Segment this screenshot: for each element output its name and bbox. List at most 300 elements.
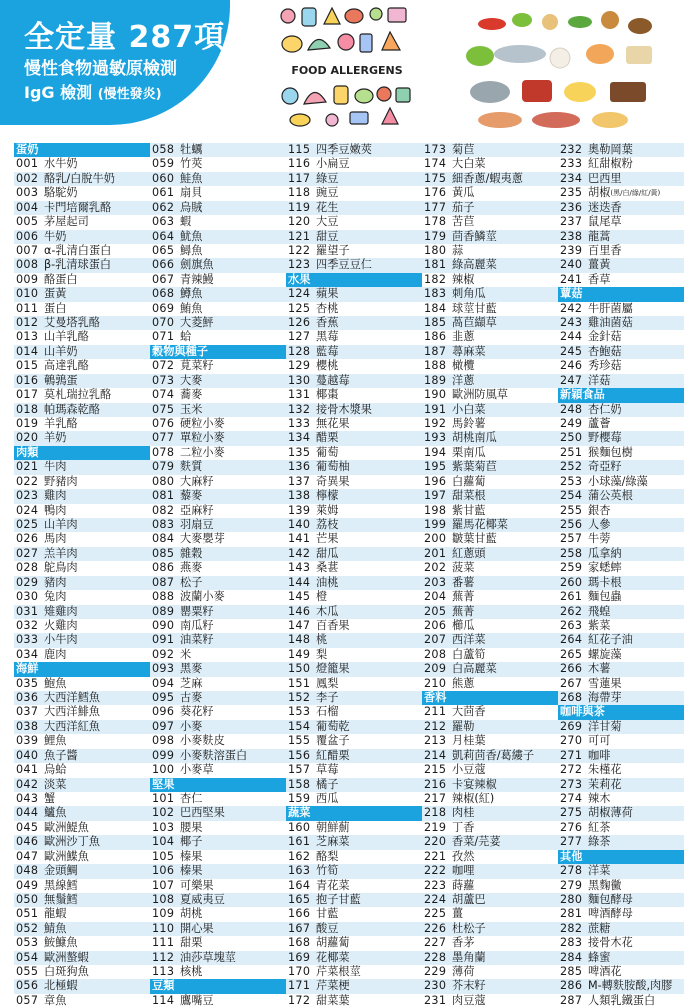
allergen-number: 096 [152, 705, 175, 719]
allergen-name: 茴香鱗莖 [452, 229, 497, 243]
allergen-number: 123 [288, 258, 311, 272]
allergen-name: 大豆 [316, 215, 339, 229]
allergen-number: 020 [16, 431, 39, 445]
allergen-number: 060 [152, 171, 175, 185]
allergen-number: 070 [152, 316, 175, 330]
allergen-number: 188 [424, 359, 447, 373]
allergen-row [286, 475, 422, 489]
allergen-row [286, 648, 422, 662]
allergen-name: 紅甜椒粉 [588, 157, 633, 171]
allergen-name: 芝麻 [180, 676, 203, 690]
allergen-row [150, 936, 286, 950]
allergen-name: 波蘭小麥 [180, 590, 225, 604]
allergen-name: 紫甘藍 [452, 503, 486, 517]
allergen-row [14, 359, 150, 373]
allergen-row [422, 633, 558, 647]
allergen-row [150, 403, 286, 417]
allergen-number: 258 [560, 546, 583, 560]
allergen-name: 甜豆 [316, 229, 339, 243]
allergen-number: 276 [560, 820, 583, 834]
allergen-name: 南瓜籽 [180, 618, 214, 632]
allergen-row [14, 201, 150, 215]
allergen-row [558, 489, 684, 503]
allergen-row [558, 561, 684, 575]
allergen-number: 218 [424, 806, 447, 820]
allergen-row [558, 547, 684, 561]
allergen-number: 192 [424, 417, 447, 431]
allergen-row [558, 273, 684, 287]
allergen-row [558, 359, 684, 373]
allergen-name: 蒜 [452, 243, 464, 257]
allergen-name: 燕麥 [180, 561, 203, 575]
allergen-name: 木瓜 [316, 604, 339, 618]
allergen-row [286, 907, 422, 921]
allergen-number: 116 [288, 157, 311, 171]
allergen-row [422, 994, 558, 1008]
allergen-row [14, 951, 150, 965]
allergen-row [286, 417, 422, 431]
allergen-row [422, 619, 558, 633]
allergen-number: 030 [16, 590, 39, 604]
allergen-row [422, 907, 558, 921]
allergen-number: 236 [560, 200, 583, 214]
allergen-number: 118 [288, 186, 311, 200]
allergen-row [150, 561, 286, 575]
allergen-row [422, 215, 558, 229]
allergen-name: 胡椒 [588, 186, 611, 200]
allergen-number: 210 [424, 676, 447, 690]
allergen-row [422, 763, 558, 777]
allergen-name: 卡宴辣椒 [452, 777, 497, 791]
allergen-row [14, 763, 150, 777]
allergen-row [558, 446, 684, 460]
allergen-number: 171 [288, 979, 311, 993]
allergen-name: 白斑狗魚 [44, 965, 89, 979]
allergen-name: 帕瑪森乾酪 [44, 402, 100, 416]
allergen-row [14, 648, 150, 662]
allergen-number: 156 [288, 748, 311, 762]
allergen-row [558, 460, 684, 474]
allergen-row [150, 864, 286, 878]
allergen-row [286, 850, 422, 864]
allergen-number: 040 [16, 748, 39, 762]
allergen-row [286, 518, 422, 532]
allergen-number: 271 [560, 748, 583, 762]
allergen-name: 鮑魚 [44, 676, 67, 690]
allergen-number: 181 [424, 258, 447, 272]
allergen-number: 260 [560, 575, 583, 589]
allergen-number: 161 [288, 835, 311, 849]
allergen-name: 無花果 [316, 417, 350, 431]
allergen-name: 小豆蔻 [452, 763, 486, 777]
allergen-number: 065 [152, 243, 175, 257]
allergen-number: 058 [152, 143, 175, 156]
allergen-name: 芹菜根莖 [316, 965, 361, 979]
allergen-row [422, 648, 558, 662]
allergen-number: 107 [152, 878, 175, 892]
allergen-number: 196 [424, 474, 447, 488]
allergen-number: 155 [288, 734, 311, 748]
allergen-name: 野櫻莓 [588, 431, 622, 445]
allergen-number: 032 [16, 618, 39, 632]
allergen-name: 紅花子油 [588, 633, 633, 647]
allergen-row [422, 345, 558, 359]
allergen-number: 036 [16, 691, 39, 705]
allergen-name: 古麥 [180, 691, 203, 705]
allergen-number: 127 [288, 330, 311, 344]
allergen-name: 罌粟籽 [180, 604, 214, 618]
allergen-number: 228 [424, 950, 447, 964]
allergen-row [422, 316, 558, 330]
allergen-number: 079 [152, 460, 175, 474]
allergen-row [422, 951, 558, 965]
allergen-name: 綠豆 [316, 171, 339, 185]
allergen-number: 273 [560, 777, 583, 791]
allergen-number: 224 [424, 892, 447, 906]
allergen-number: 045 [16, 820, 39, 834]
allergen-number: 252 [560, 460, 583, 474]
allergen-row [286, 576, 422, 590]
allergen-name: 辣椒(紅) [452, 791, 495, 805]
allergen-name: 香茅 [452, 936, 475, 950]
allergen-name: 單粒小麥 [180, 431, 225, 445]
category-header: 海鮮 [14, 662, 150, 676]
allergen-number: 027 [16, 546, 39, 560]
allergen-number: 157 [288, 763, 311, 777]
allergen-number: 175 [424, 171, 447, 185]
allergen-row [422, 605, 558, 619]
allergen-name: 朝鮮薊 [316, 820, 350, 834]
allergen-name: 細香蔥/蝦夷蔥 [452, 171, 523, 185]
allergen-name: 魚子醬 [44, 748, 78, 762]
allergen-row [150, 532, 286, 546]
allergen-number: 165 [288, 892, 311, 906]
allergen-row [150, 893, 286, 907]
allergen-number: 275 [560, 806, 583, 820]
allergen-row [150, 749, 286, 763]
allergen-number: 081 [152, 489, 175, 503]
allergen-name: 茉莉花 [588, 777, 622, 791]
allergen-name: 蒔蘿 [452, 878, 475, 892]
allergen-number: 248 [560, 402, 583, 416]
allergen-row [150, 792, 286, 806]
allergen-name: 洋蔥 [452, 373, 475, 387]
allergen-name: 北極蝦 [44, 979, 78, 993]
allergen-row [150, 590, 286, 604]
allergen-number: 191 [424, 402, 447, 416]
allergen-row [150, 922, 286, 936]
allergen-number: 240 [560, 258, 583, 272]
allergen-number: 086 [152, 561, 175, 575]
allergen-number: 219 [424, 820, 447, 834]
allergen-row [14, 778, 150, 792]
allergen-number: 090 [152, 618, 175, 632]
allergen-row [558, 792, 684, 806]
allergen-name: 開心果 [180, 921, 214, 935]
allergen-row [150, 215, 286, 229]
allergen-number: 041 [16, 763, 39, 777]
allergen-row [286, 893, 422, 907]
allergen-row [150, 172, 286, 186]
allergen-name: 蒲公英根 [588, 489, 633, 503]
allergen-number: 231 [424, 993, 447, 1007]
allergen-row [286, 879, 422, 893]
allergen-name: 大麥 [180, 373, 203, 387]
allergen-number: 203 [424, 575, 447, 589]
allergen-number: 243 [560, 316, 583, 330]
allergen-row [14, 965, 150, 979]
allergen-number: 089 [152, 604, 175, 618]
allergen-row [422, 475, 558, 489]
allergen-number: 244 [560, 330, 583, 344]
allergen-row [558, 821, 684, 835]
allergen-number: 186 [424, 330, 447, 344]
allergen-row [150, 763, 286, 777]
allergen-number: 063 [152, 215, 175, 229]
allergen-row [422, 417, 558, 431]
allergen-number: 064 [152, 229, 175, 243]
allergen-name: 紅蔥頭 [452, 546, 486, 560]
allergen-name: 藜麥 [180, 489, 203, 503]
allergen-name: 西洋菜 [452, 633, 486, 647]
allergen-number: 059 [152, 157, 175, 171]
allergen-name: 烏蛤 [44, 763, 67, 777]
allergen-number: 277 [560, 835, 583, 849]
allergen-number: 092 [152, 647, 175, 661]
allergen-name: 淡菜 [44, 777, 67, 791]
allergen-name: 巴西堅果 [180, 806, 225, 820]
allergen-number: 150 [288, 662, 311, 676]
allergen-number: 221 [424, 849, 447, 863]
allergen-number: 067 [152, 272, 175, 286]
allergen-number: 194 [424, 445, 447, 459]
allergen-name: 歐洲鰈魚 [44, 849, 89, 863]
allergen-number: 174 [424, 157, 447, 171]
allergen-name: 黑麥 [180, 662, 203, 676]
allergen-name: 榛果 [180, 864, 203, 878]
allergen-row [14, 893, 150, 907]
allergen-name: 家蟋蟀 [588, 561, 622, 575]
allergen-row [422, 244, 558, 258]
allergen-row [286, 720, 422, 734]
allergen-name: 大菱鮃 [180, 316, 214, 330]
allergen-name: 蔗糖 [588, 921, 611, 935]
allergen-name: 紅茶 [588, 820, 611, 834]
allergen-row [286, 201, 422, 215]
allergen-name: 大麻籽 [180, 474, 214, 488]
allergen-number: 010 [16, 287, 39, 301]
allergen-number: 105 [152, 849, 175, 863]
allergen-row [558, 763, 684, 777]
category-header: 穀物與種子 [150, 345, 286, 359]
allergen-number: 215 [424, 763, 447, 777]
allergen-row [558, 143, 684, 157]
allergen-name: 黑線鱈 [44, 878, 78, 892]
allergen-name: 榛果 [180, 849, 203, 863]
allergen-row [422, 201, 558, 215]
allergen-row [422, 388, 558, 402]
allergen-name: 洋甘菊 [588, 719, 622, 733]
allergen-number: 093 [152, 662, 175, 676]
allergen-name: 茅屋起司 [44, 215, 89, 229]
allergen-number: 217 [424, 791, 447, 805]
allergen-number: 206 [424, 618, 447, 632]
allergen-number: 117 [288, 171, 311, 185]
allergen-row [558, 633, 684, 647]
allergen-name: 覆盆子 [316, 734, 350, 748]
allergen-number: 278 [560, 864, 583, 878]
allergen-row [558, 504, 684, 518]
allergen-row [14, 792, 150, 806]
allergen-number: 019 [16, 417, 39, 431]
allergen-name: 蕁麻菜 [452, 344, 486, 358]
allergen-number: 152 [288, 691, 311, 705]
allergen-name: 綠茶 [588, 835, 611, 849]
allergen-name: 蜂蜜 [588, 950, 611, 964]
allergen-number: 022 [16, 474, 39, 488]
allergen-name: 杏仁 [180, 791, 203, 805]
allergen-name: 萵苣纈草 [452, 316, 497, 330]
category-header: 其他 [558, 850, 684, 864]
allergen-name: 月桂葉 [452, 734, 486, 748]
allergen-row [150, 576, 286, 590]
allergen-row [422, 662, 558, 676]
allergen-number: 053 [16, 936, 39, 950]
allergen-number: 050 [16, 892, 39, 906]
allergen-number: 208 [424, 647, 447, 661]
allergen-name: 酸豆 [316, 921, 339, 935]
allergen-row [14, 907, 150, 921]
allergen-row [558, 734, 684, 748]
allergen-number: 266 [560, 662, 583, 676]
allergen-name: 青花菜 [316, 878, 350, 892]
allergen-number: 242 [560, 301, 583, 315]
allergen-row [286, 619, 422, 633]
allergen-row [286, 330, 422, 344]
allergen-name: 桑葚 [316, 561, 339, 575]
allergen-name: 葡萄柚 [316, 460, 350, 474]
allergen-name: 墨角蘭 [452, 950, 486, 964]
allergen-row [14, 330, 150, 344]
allergen-row [150, 734, 286, 748]
allergen-name: 羔羊肉 [44, 546, 78, 560]
allergen-number: 005 [16, 215, 39, 229]
allergen-number: 148 [288, 633, 311, 647]
allergen-row [150, 489, 286, 503]
allergen-number: 101 [152, 791, 175, 805]
allergen-name: 鮪魚 [180, 301, 203, 315]
allergen-row [14, 879, 150, 893]
allergen-row [150, 994, 286, 1008]
allergen-name: 可樂果 [180, 878, 214, 892]
allergen-row [14, 835, 150, 849]
allergen-row [286, 864, 422, 878]
allergen-number: 172 [288, 993, 311, 1007]
allergen-number: 125 [288, 301, 311, 315]
food-photo-collage [460, 6, 660, 132]
allergen-row [14, 532, 150, 546]
allergen-number: 251 [560, 445, 583, 459]
allergen-number: 062 [152, 200, 175, 214]
allergen-name: 金頭鯛 [44, 864, 78, 878]
allergen-name: 酪乳/白脫牛奶 [44, 171, 115, 185]
allergen-row [286, 258, 422, 272]
allergen-name: 抱子甘藍 [316, 892, 361, 906]
allergen-row [150, 662, 286, 676]
allergen-name: 鷹嘴豆 [180, 993, 214, 1007]
allergen-number: 189 [424, 373, 447, 387]
allergen-number: 122 [288, 243, 311, 257]
allergen-number: 054 [16, 950, 39, 964]
allergen-number: 176 [424, 186, 447, 200]
allergen-row [150, 705, 286, 719]
allergen-row [422, 460, 558, 474]
allergen-name: 木薯 [588, 662, 611, 676]
allergen-name: 白蘆筍 [452, 647, 486, 661]
allergen-name: 龍蝦 [44, 907, 67, 921]
allergen-number: 246 [560, 359, 583, 373]
allergen-row [14, 302, 150, 316]
allergen-row [286, 215, 422, 229]
allergen-number: 024 [16, 503, 39, 517]
allergen-number: 158 [288, 777, 311, 791]
allergen-row [150, 605, 286, 619]
allergen-number: 038 [16, 719, 39, 733]
allergen-row [14, 705, 150, 719]
allergen-name: 蘋果 [316, 287, 339, 301]
allergen-row [286, 230, 422, 244]
allergen-name: 羅望子 [316, 243, 350, 257]
allergen-row [286, 460, 422, 474]
allergen-name: 山羊乳酪 [44, 330, 89, 344]
allergen-number: 178 [424, 215, 447, 229]
allergen-number: 037 [16, 705, 39, 719]
allergen-name: 馬肉 [44, 532, 67, 546]
allergen-name: 章魚 [44, 993, 67, 1007]
allergen-row [14, 345, 150, 359]
allergen-number: 250 [560, 431, 583, 445]
allergen-row [422, 273, 558, 287]
allergen-row [558, 648, 684, 662]
allergen-row [286, 186, 422, 200]
allergen-number: 113 [152, 965, 175, 979]
allergen-name: 百香果 [316, 618, 350, 632]
allergen-number: 047 [16, 849, 39, 863]
allergen-name: 綠高麗菜 [452, 258, 497, 272]
allergen-number: 247 [560, 373, 583, 387]
allergen-number: 283 [560, 936, 583, 950]
allergen-name: 酪蛋白 [44, 272, 78, 286]
allergen-row [286, 561, 422, 575]
allergen-row [558, 662, 684, 676]
allergen-name: 牛肝菌屬 [588, 301, 633, 315]
allergen-number: 235 [560, 186, 583, 200]
allergen-name: 燈籠果 [316, 662, 350, 676]
allergen-row [422, 532, 558, 546]
allergen-row [14, 417, 150, 431]
allergen-number: 138 [288, 489, 311, 503]
allergen-name: 蕎麥 [180, 388, 203, 402]
allergen-row [150, 691, 286, 705]
allergen-row [286, 633, 422, 647]
allergen-row [14, 590, 150, 604]
allergen-number: 028 [16, 561, 39, 575]
allergen-row [150, 431, 286, 445]
header [0, 0, 692, 140]
allergen-name: 小球藻/綠藻 [588, 474, 648, 488]
allergen-number: 256 [560, 517, 583, 531]
allergen-number: 232 [560, 143, 583, 156]
